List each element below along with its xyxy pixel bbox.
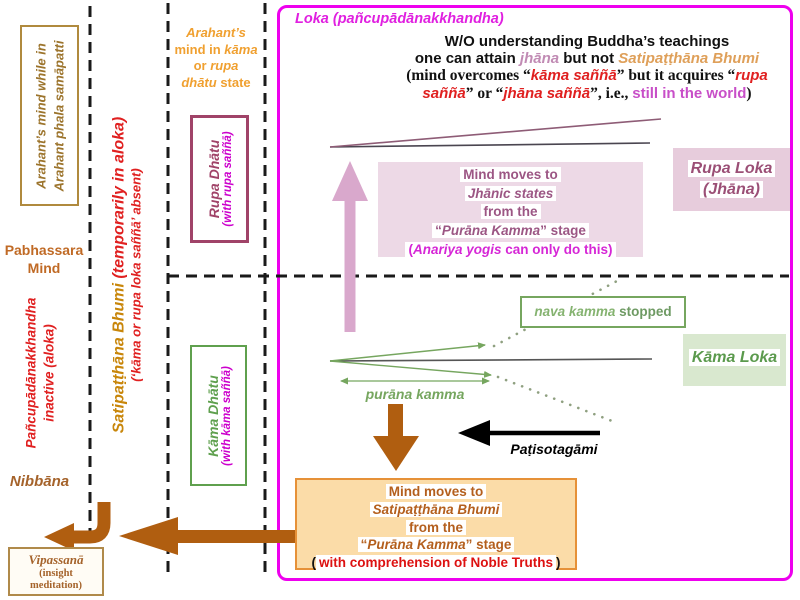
pink-up-arrow: [332, 161, 368, 332]
vipassana-box: Vipassanā (insight meditation): [8, 547, 104, 596]
jhana-transition-box: Mind moves to Jhānic states from the “Purāna Kamma” stage (Anariya yogis can only do this): [378, 162, 643, 257]
rupa-dhatu-box: Rupa Dhātu (with rupa saññā): [190, 115, 249, 243]
arahant-samapatti-line1: Arahant’s mind while in: [32, 42, 48, 189]
brown-left-arrow: [119, 517, 296, 555]
heading-text: [388, 33, 786, 103]
pabhassara-mind-label: Pabhassara Mind: [4, 242, 84, 277]
patisotagami-label: Paṭisotagāmi: [510, 441, 598, 457]
arahant-samapatti-line2: Arahant phala samāpatti: [50, 40, 66, 191]
loka-panel-title: Loka (pañcupādānakkhandha): [295, 11, 504, 27]
kama-dhatu-box: Kāma Dhātu (with kāma saññā): [190, 345, 247, 486]
nava-kamma-stopped-box: nava kamma stopped: [520, 296, 686, 328]
nava-kamma-dotted-line-down: [498, 377, 612, 421]
brown-elbow-arrow: [44, 502, 104, 551]
arahant-dhatu-note: Arahant’s mind in kāma or rupa dhātu state: [174, 25, 258, 90]
kama-loka-box: Kāma Loka: [683, 334, 786, 386]
satipatthana-bhumi-axis-label: Satipaṭṭhāna Bhumi (temporarily in aloka) (‘kāma or rupa loka saññā’ absent): [110, 116, 144, 434]
rupa-wedge: [330, 119, 661, 147]
purana-kamma-label: purāna kamma: [365, 386, 465, 402]
arahant-samapatti-box: [20, 25, 79, 206]
satipatthana-transition-box: Mind moves to Satipaṭṭhāna Bhumi from the “Purāna Kamma” stage ( with comprehension of Noble Truths ): [295, 478, 577, 570]
vipassana-title: Vipassanā: [28, 552, 84, 567]
pancupadanakkhandha-inactive-label: Pañcupādānakkhandha inactive (aloka): [23, 297, 56, 448]
brown-down-arrow: [373, 404, 419, 471]
heading-line3: (mind overcomes “kāma saññā” but it acquires “rupa: [406, 67, 768, 84]
heading-line2: one can attain jhāna but not Satipaṭṭhāna Bhumi: [414, 50, 760, 67]
heading-line4: saññā” or “jhāna saññā”, i.e., still in the world): [422, 85, 752, 102]
rupa-loka-box: Rupa Loka (Jhāna): [673, 148, 790, 211]
kama-wedge: [330, 345, 652, 375]
nibbana-label: Nibbāna: [9, 473, 70, 490]
heading-line1: W/O understanding Buddha’s teachings: [444, 33, 730, 50]
